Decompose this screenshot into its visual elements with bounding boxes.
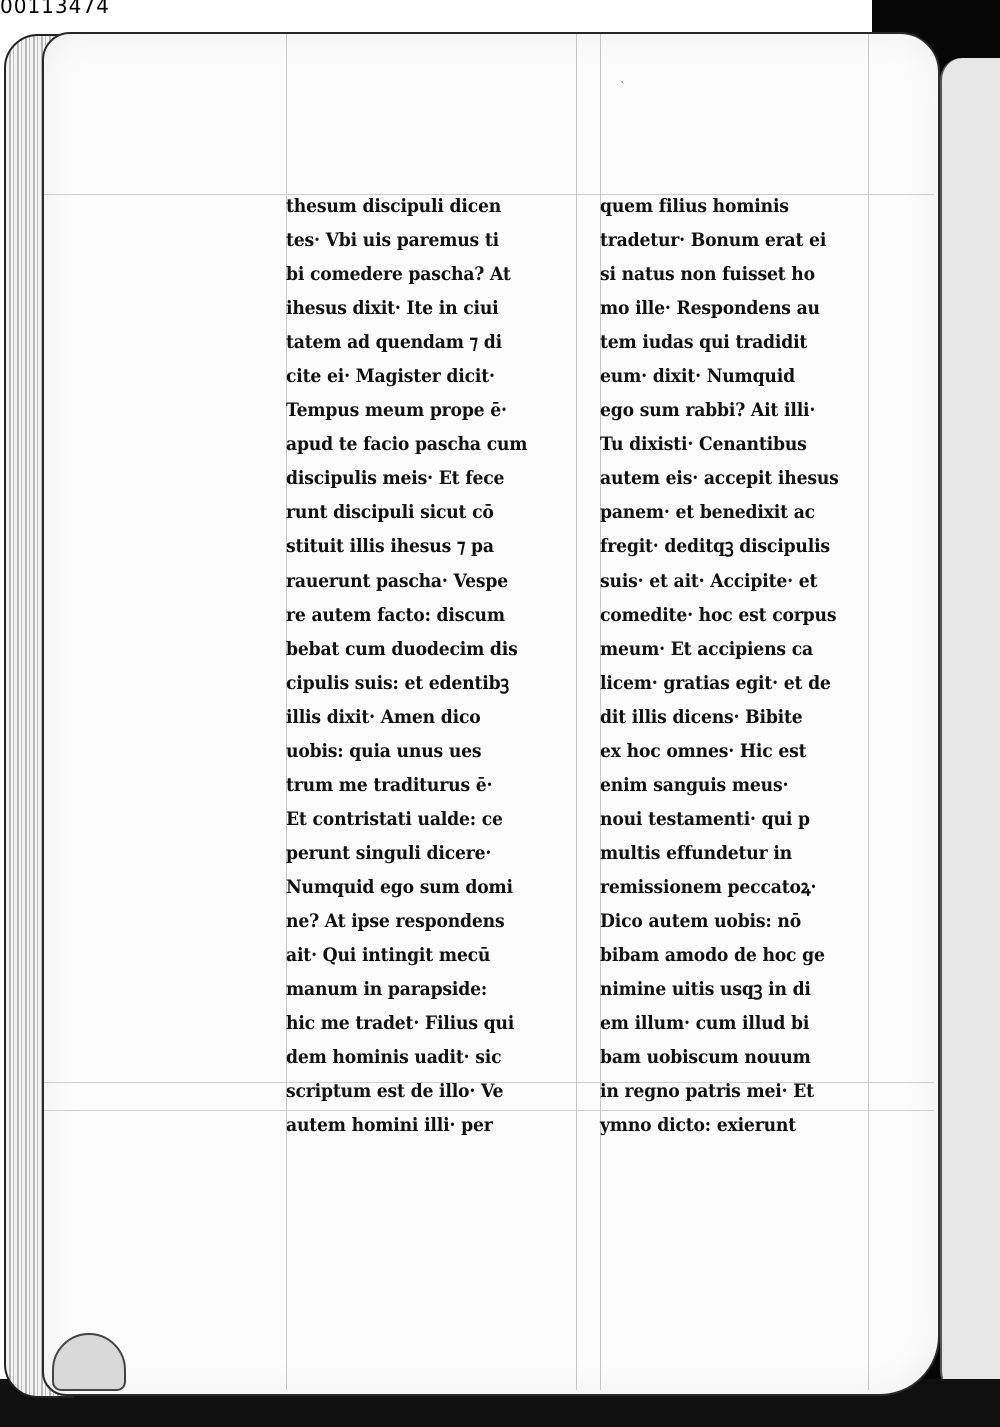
- right-column-line: noui testamenti· qui p: [600, 808, 810, 830]
- left-column-line: ne? At ipse respondens: [286, 910, 505, 932]
- page-mark: ˋ: [620, 80, 626, 94]
- right-column-line: ego sum rabbi? Ait illi·: [600, 400, 816, 422]
- left-column-line: ait· Qui intingit mecū: [286, 945, 491, 967]
- right-column-line: quem filius hominis: [600, 196, 789, 217]
- left-column-line: hic me tradet· Filius qui: [286, 1013, 515, 1035]
- right-column-line: meum· Et accipiens ca: [600, 638, 813, 660]
- left-column-line: Numquid ego sum domi: [286, 876, 513, 898]
- left-column-line: Tempus meum prope ē·: [286, 400, 507, 422]
- left-column-line: perunt singuli dicere·: [286, 842, 492, 864]
- left-column-line: tatem ad quendam ⁊ di: [286, 332, 502, 354]
- right-column-line: em illum· cum illud bi: [600, 1013, 810, 1035]
- left-column-line: cipulis suis: et edentibꝫ: [286, 672, 510, 694]
- right-column-line: multis effundetur in: [600, 842, 793, 864]
- left-column-line: apud te facio pascha cum: [286, 434, 528, 456]
- right-column-line: suis· et ait· Accipite· et: [600, 570, 818, 592]
- left-column-line: runt discipuli sicut cō: [286, 502, 494, 524]
- left-column-line: thesum discipuli dicen: [286, 196, 502, 217]
- left-column-line: illis dixit· Amen dico: [286, 706, 481, 728]
- left-column-line: tes· Vbi uis paremus ti: [286, 230, 499, 252]
- right-column-line: bibam amodo de hoc ge: [600, 945, 825, 967]
- right-column-line: panem· et benedixit ac: [600, 502, 815, 524]
- right-column-line: fregit· deditqꝫ discipulis: [600, 536, 830, 558]
- left-column-line: dem hominis uadit· sic: [286, 1047, 502, 1069]
- left-column-line: trum me traditurus ē·: [286, 774, 493, 796]
- right-column-line: licem· gratias egit· et de: [600, 672, 831, 694]
- right-column-line: bam uobiscum nouum: [600, 1047, 811, 1069]
- right-column-line: enim sanguis meus·: [600, 774, 789, 796]
- right-column-line: eum· dixit· Numquid: [600, 366, 795, 388]
- left-column-line: Et contristati ualde: ce: [286, 808, 503, 830]
- left-column-line: autem homini illi· per: [286, 1115, 493, 1137]
- right-column-line: comedite· hoc est corpus: [600, 604, 837, 626]
- left-column-line: cite ei· Magister dicit·: [286, 366, 495, 388]
- left-column-line: stituit illis ihesus ⁊ pa: [286, 536, 494, 558]
- right-column-line: tem iudas qui tradidit: [600, 332, 808, 354]
- left-column-line: uobis: quia unus ues: [286, 740, 482, 762]
- left-column-line: rauerunt pascha· Vespe: [286, 570, 508, 592]
- right-column-line: autem eis· accepit ihesus: [600, 468, 839, 490]
- left-column-line: bebat cum duodecim dis: [286, 638, 518, 660]
- frame-id: 00113474: [0, 0, 110, 18]
- left-column-line: re autem facto: discum: [286, 604, 505, 626]
- right-column-line: nimine uitis usqꝫ in di: [600, 979, 811, 1001]
- left-column-line: discipulis meis· Et fece: [286, 468, 505, 490]
- right-column-line: dit illis dicens· Bibite: [600, 706, 803, 728]
- right-column-line: ex hoc omnes· Hic est: [600, 740, 807, 762]
- right-column-line: ymno dicto: exierunt: [600, 1115, 796, 1137]
- right-column-line: in regno patris mei· Et: [600, 1081, 814, 1103]
- text-column-left: [286, 190, 578, 1143]
- left-column-line: bi comedere pascha? At: [286, 264, 511, 286]
- left-column-line: ihesus dixit· Ite in ciui: [286, 298, 499, 320]
- right-column-line: si natus non fuisset ho: [600, 264, 815, 286]
- right-column-line: Tu dixisti· Cenantibus: [600, 434, 807, 456]
- right-page-edge: [940, 58, 1000, 1393]
- right-column-line: remissionem peccatoꝝ·: [600, 876, 817, 898]
- right-column-line: Dico autem uobis: nō: [600, 910, 801, 932]
- text-column-right: [600, 190, 885, 1143]
- left-column-line: manum in parapside:: [286, 979, 488, 1001]
- right-column-line: mo ille· Respondens au: [600, 298, 820, 320]
- right-column-line: tradetur· Bonum erat ei: [600, 230, 827, 252]
- left-column-line: scriptum est de illo· Ve: [286, 1081, 504, 1103]
